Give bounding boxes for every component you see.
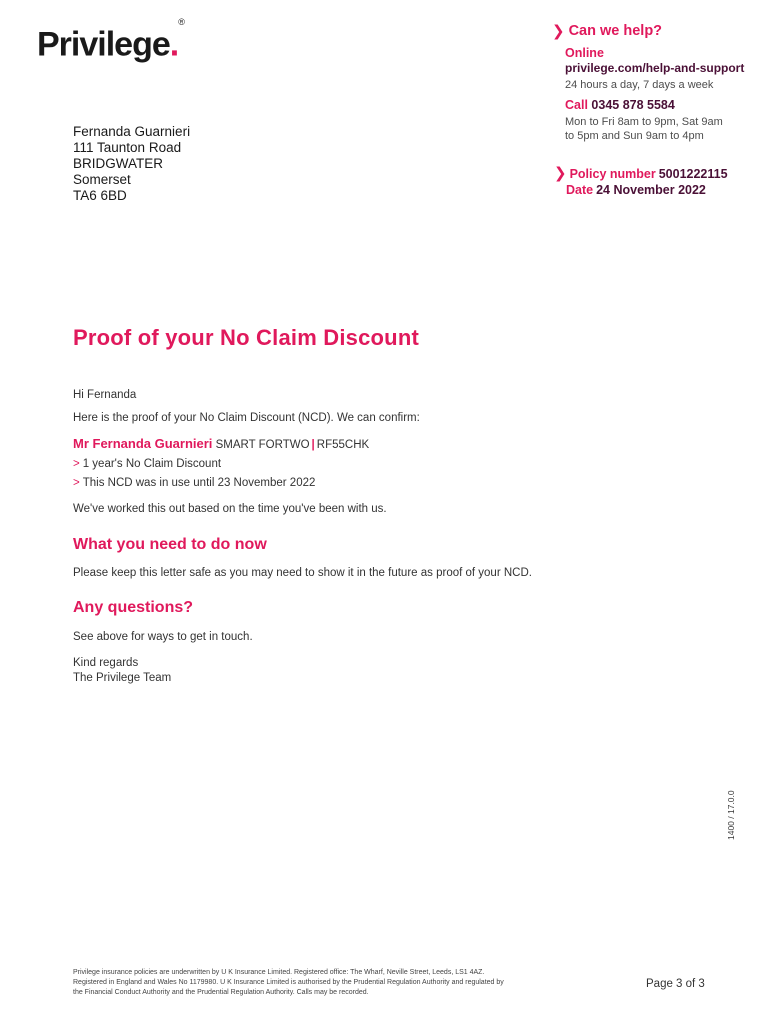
list-item xyxy=(73,458,221,470)
address-county: Somerset xyxy=(73,172,131,187)
letter-title: Proof of your No Claim Discount xyxy=(73,325,419,350)
call-hours-line-1: Mon to Fri 8am to 9pm, Sat 9am xyxy=(565,116,723,128)
vehicle-line xyxy=(73,436,369,451)
worked-out-text: We've worked this out based on the time you've been with us. xyxy=(73,503,387,515)
call-number[interactable]: 0345 878 5584 xyxy=(591,98,675,112)
list-item xyxy=(73,477,315,489)
recipient-address xyxy=(73,124,190,204)
online-label: Online xyxy=(565,46,604,60)
help-panel xyxy=(552,22,762,143)
online-hours: 24 hours a day, 7 days a week xyxy=(565,79,714,91)
call-hours xyxy=(565,115,762,143)
sign-off-regards: Kind regards xyxy=(73,657,139,669)
questions-text: See above for ways to get in touch. xyxy=(73,631,253,643)
vehicle-registration: RF55CHK xyxy=(316,439,370,451)
intro-text: Here is the proof of your No Claim Discount (NCD). We can confirm: xyxy=(73,412,420,424)
logo-text: Privilege xyxy=(37,25,170,64)
vehicle-model: SMART FORTWO xyxy=(215,439,310,451)
call-hours-line-2: to 5pm and Sun 9am to 4pm xyxy=(565,130,704,142)
section-heading-todo: What you need to do now xyxy=(73,536,267,553)
policy-number-label: Policy number xyxy=(569,167,656,181)
date-value: 24 November 2022 xyxy=(596,183,706,197)
ncd-years: 1 year's No Claim Discount xyxy=(82,458,222,470)
page-indicator: Page 3 of 3 xyxy=(646,978,705,990)
section-heading-questions: Any questions? xyxy=(73,599,194,616)
address-line-1: 111 Taunton Road xyxy=(73,140,182,155)
sign-off xyxy=(73,656,171,685)
policy-info xyxy=(554,166,728,198)
policyholder-name: Mr Fernanda Guarnieri xyxy=(73,436,213,451)
vehicle-separator: | xyxy=(311,439,315,451)
chevron-right-icon: ❯ xyxy=(552,23,565,40)
footer-line-3: the Financial Conduct Authority and the Prudential Regulation Authority. Calls may be recorded. xyxy=(73,989,369,996)
help-support-link[interactable]: privilege.com/help-and-support xyxy=(565,61,745,75)
legal-footer xyxy=(73,968,548,998)
todo-text: Please keep this letter safe as you may need to show it in the future as proof of your NCD. xyxy=(73,567,532,579)
greeting: Hi Fernanda xyxy=(73,389,137,401)
logo-dot: . xyxy=(169,25,179,64)
help-title-text: Can we help? xyxy=(568,23,663,39)
call-line xyxy=(565,98,762,112)
bullet-marker: > xyxy=(73,458,80,470)
document-reference-code: 1400 / 17.0.0 xyxy=(726,790,736,840)
address-town: BRIDGWATER xyxy=(73,156,163,171)
logo-registered-mark: ® xyxy=(178,17,185,27)
sign-off-team: The Privilege Team xyxy=(73,672,172,684)
chevron-right-icon: ❯ xyxy=(554,165,567,182)
date-row xyxy=(566,182,728,198)
footer-line-2: Registered in England and Wales No 1179980. U K Insurance Limited is authorised by the Prudential Regulation Authority and regulated by xyxy=(73,979,504,986)
bullet-marker: > xyxy=(73,477,80,489)
privilege-logo xyxy=(37,17,185,64)
policy-number-row xyxy=(554,166,728,182)
call-label: Call xyxy=(565,98,588,112)
date-label: Date xyxy=(566,183,594,197)
footer-line-1: Privilege insurance policies are underwritten by U K Insurance Limited. Registered office: The Wharf, Neville Street, Leeds, LS1 4AZ. xyxy=(73,969,485,976)
help-title xyxy=(552,22,762,40)
address-name: Fernanda Guarnieri xyxy=(73,124,191,139)
policy-number-value: 5001222115 xyxy=(658,167,728,181)
ncd-in-use-until: This NCD was in use until 23 November 2022 xyxy=(82,477,316,489)
address-postcode: TA6 6BD xyxy=(73,188,127,203)
